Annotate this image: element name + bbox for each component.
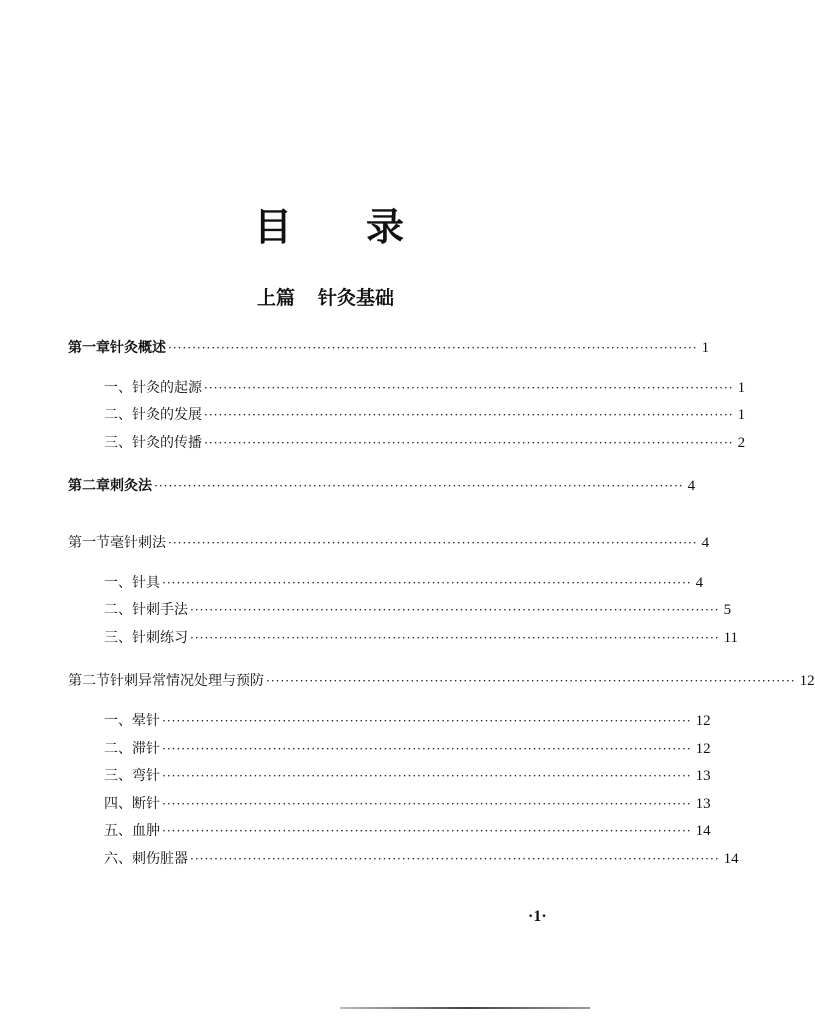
toc-entry-label: 弯针: [132, 768, 160, 784]
toc-entry-number: 第一章: [68, 340, 110, 356]
toc-entry-page: 14: [695, 823, 711, 839]
toc-entry-number: 一、: [104, 380, 132, 396]
scan-artifact-line: [340, 1007, 590, 1009]
dot-leader: ··············································································································: [190, 603, 720, 617]
toc-entry-section[interactable]: [68, 670, 815, 692]
toc-entry-label: 针具: [132, 575, 160, 591]
toc-entry-number: 一、: [104, 713, 132, 729]
toc-entry-item[interactable]: [104, 765, 711, 787]
toc-entry-page: 14: [723, 851, 739, 867]
dot-leader: ··············································································································: [162, 797, 692, 811]
toc-entry-label: 毫针刺法: [110, 535, 166, 551]
dot-leader: ··············································································································: [154, 479, 684, 493]
dot-leader: ··············································································································: [204, 408, 734, 422]
toc-entry-page: 13: [695, 796, 711, 812]
toc-entry-label: 断针: [132, 796, 160, 812]
toc-entry-label: 晕针: [132, 713, 160, 729]
toc-entry-item[interactable]: [104, 627, 739, 649]
toc-entry-label: 针刺练习: [132, 630, 188, 646]
part-name: 针灸基础: [318, 287, 395, 309]
dot-leader: ··············································································································: [168, 341, 698, 355]
toc-entry-page: 1: [737, 380, 746, 396]
toc-entry-number: 三、: [104, 768, 132, 784]
toc-entry-label: 针刺手法: [132, 602, 188, 618]
dot-leader: ··············································································································: [190, 631, 720, 645]
dot-leader: ··············································································································: [204, 436, 734, 450]
toc-entry-page: 12: [695, 741, 711, 757]
toc-entry-page: 13: [695, 768, 711, 784]
toc-entry-number: 五、: [104, 823, 132, 839]
toc-entry-item[interactable]: [104, 820, 711, 842]
toc-entry-number: 第一节: [68, 535, 110, 551]
toc-entry-label: 针灸概述: [110, 340, 166, 356]
toc-entry-page: 5: [723, 602, 732, 618]
title-char-1: 目: [254, 205, 293, 249]
toc-entry-label: 血肿: [132, 823, 160, 839]
toc-entry-item[interactable]: [104, 404, 746, 426]
toc-entry-page: 12: [799, 673, 815, 689]
toc-entry-number: 六、: [104, 851, 132, 867]
toc-entry-label: 针灸的发展: [132, 407, 202, 423]
dot-leader: ··············································································································: [190, 852, 720, 866]
toc-entry-section[interactable]: [68, 532, 710, 554]
part-label: 上篇: [257, 287, 296, 309]
toc-entry-label: 刺伤脏器: [132, 851, 188, 867]
toc-entry-number: 第二节: [68, 673, 110, 689]
toc-entry-number: 三、: [104, 435, 132, 451]
toc-entry-number: 二、: [104, 741, 132, 757]
toc-entry-label: 刺灸法: [110, 478, 152, 494]
dot-leader: ··············································································································: [204, 381, 734, 395]
toc-entry-number: 二、: [104, 407, 132, 423]
toc-entry-page: 2: [737, 435, 746, 451]
toc-entry-page: 4: [701, 535, 710, 551]
toc-entry-item[interactable]: [104, 738, 711, 760]
toc-entry-item[interactable]: [104, 377, 746, 399]
toc-entry-number: 第二章: [68, 478, 110, 494]
toc-entry-item[interactable]: [104, 793, 711, 815]
toc-entry-page: 11: [723, 630, 739, 646]
toc-entry-number: 一、: [104, 575, 132, 591]
toc-entry-page: 1: [737, 407, 746, 423]
dot-leader: ··············································································································: [266, 674, 796, 688]
dot-leader: ··············································································································: [162, 824, 692, 838]
toc-entry-page: 12: [695, 713, 711, 729]
toc-entry-chapter[interactable]: [68, 337, 710, 359]
toc-entry-item[interactable]: [104, 710, 711, 732]
dot-leader: ··············································································································: [162, 576, 692, 590]
toc-entry-label: 针灸的起源: [132, 380, 202, 396]
toc-entry-page: 1: [701, 340, 710, 356]
toc-entry-page: 4: [695, 575, 704, 591]
toc-entry-label: 针刺异常情况处理与预防: [110, 673, 264, 689]
toc-entry-page: 4: [687, 478, 696, 494]
toc-entry-chapter[interactable]: [68, 475, 696, 497]
page-number: ·1·: [528, 908, 547, 925]
dot-leader: ··············································································································: [162, 742, 692, 756]
dot-leader: ··············································································································: [168, 536, 698, 550]
toc-entry-item[interactable]: [104, 599, 732, 621]
toc-entry-item[interactable]: [104, 848, 739, 870]
toc-entry-item[interactable]: [104, 572, 704, 594]
toc-entry-label: 滞针: [132, 741, 160, 757]
toc-entry-label: 针灸的传播: [132, 435, 202, 451]
dot-leader: ··············································································································: [162, 769, 692, 783]
toc-entry-number: 二、: [104, 602, 132, 618]
toc-entry-number: 四、: [104, 796, 132, 812]
dot-leader: ··············································································································: [162, 714, 692, 728]
title-char-2: 录: [366, 205, 405, 249]
toc-entry-number: 三、: [104, 630, 132, 646]
toc-entry-item[interactable]: [104, 432, 746, 454]
